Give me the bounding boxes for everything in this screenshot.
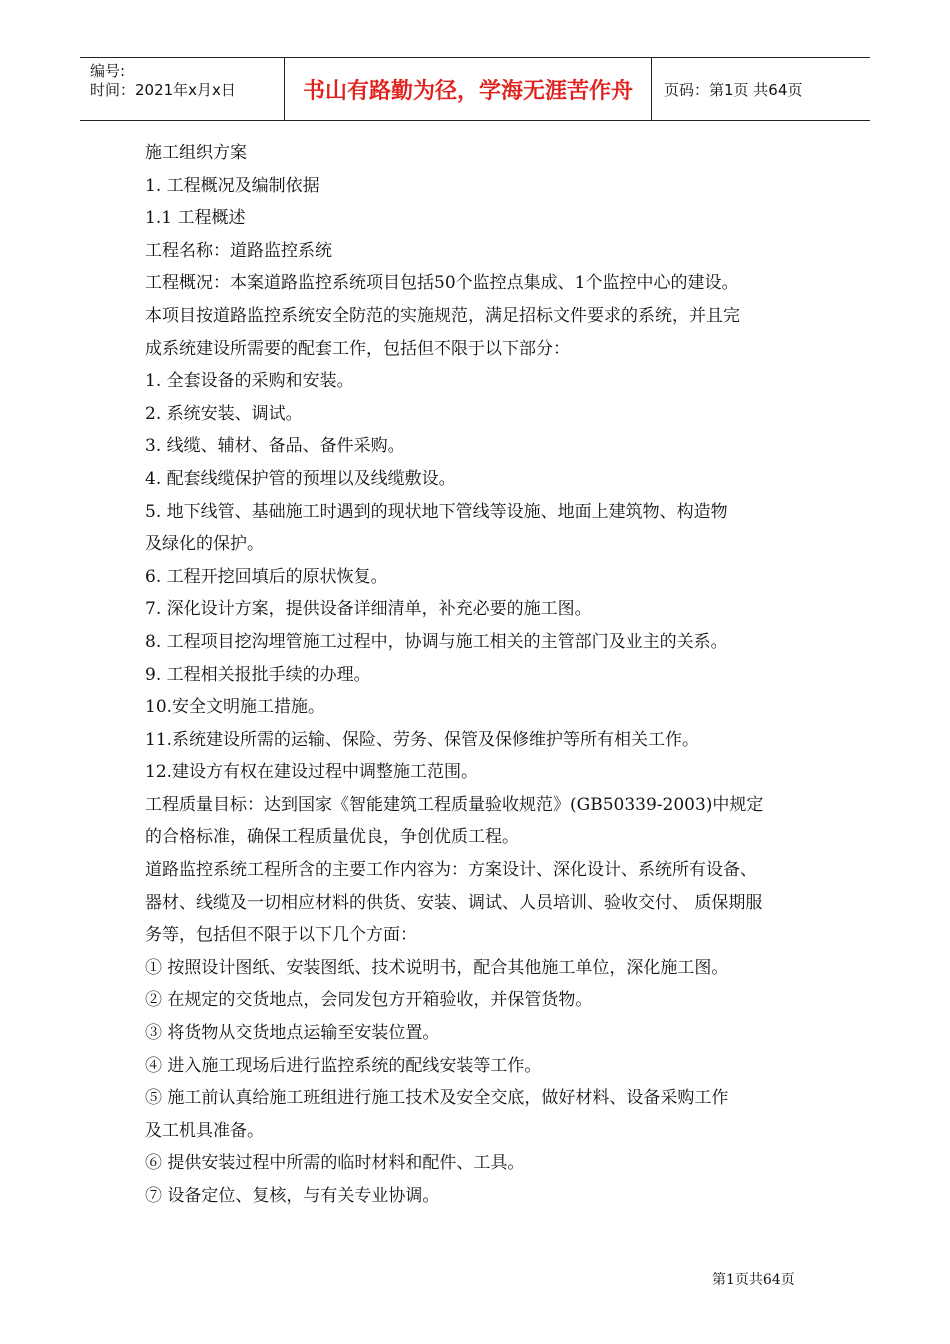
text-line: 及绿化的保护。 bbox=[145, 534, 264, 555]
document-body bbox=[145, 137, 810, 1213]
page-footer: 第1页共64页 bbox=[712, 1272, 795, 1288]
text-line: 2. 系统安装、调试。 bbox=[145, 403, 303, 424]
document-number-label: 编号: bbox=[90, 62, 126, 80]
text-line: 成系统建设所需要的配套工作，包括但不限于以下部分： bbox=[145, 338, 570, 359]
text-line: ① 按照设计图纸、安装图纸、技术说明书，配合其他施工单位，深化施工图。 bbox=[145, 957, 729, 978]
text-line: 3. 线缆、辅材、备品、备件采购。 bbox=[145, 436, 405, 457]
text-line: ⑤ 施工前认真给施工班组进行施工技术及安全交底，做好材料、设备采购工作 bbox=[145, 1088, 729, 1109]
text-line: 器材、线缆及一切相应材料的供货、安装、调试、人员培训、验收交付、 质保期服 bbox=[145, 892, 763, 913]
text-line: 1.1 工程概述 bbox=[145, 208, 246, 229]
header-motto: 书山有路勤为径，学海无涯苦作舟 bbox=[284, 58, 652, 120]
header-page-label: 页码：第1页 共64页 bbox=[664, 80, 803, 99]
text-line: 12.建设方有权在建设过程中调整施工范围。 bbox=[145, 762, 479, 783]
text-line: 本项目按道路监控系统安全防范的实施规范，满足招标文件要求的系统，并且完 bbox=[145, 305, 740, 326]
text-line: 1. 全套设备的采购和安装。 bbox=[145, 371, 354, 392]
page-header bbox=[80, 57, 870, 121]
text-line: 工程质量目标：达到国家《智能建筑工程质量验收规范》(GB50339-2003)中规定 bbox=[145, 794, 764, 815]
text-line: 工程名称：道路监控系统 bbox=[145, 240, 332, 261]
document-time-label: 时间：2021年x月x日 bbox=[90, 81, 236, 99]
text-line: 的合格标准，确保工程质量优良，争创优质工程。 bbox=[145, 827, 519, 848]
text-line: 11.系统建设所需的运输、保险、劳务、保管及保修维护等所有相关工作。 bbox=[145, 729, 700, 750]
text-line: ③ 将货物从交货地点运输至安装位置。 bbox=[145, 1023, 440, 1044]
text-line: ④ 进入施工现场后进行监控系统的配线安装等工作。 bbox=[145, 1055, 542, 1076]
text-line: 6. 工程开挖回填后的原状恢复。 bbox=[145, 566, 388, 587]
text-line: 施工组织方案 bbox=[145, 143, 247, 163]
text-line: ⑦ 设备定位、复核，与有关专业协调。 bbox=[145, 1186, 440, 1206]
text-line: 9. 工程相关报批手续的办理。 bbox=[145, 664, 371, 685]
text-line: 10.安全文明施工措施。 bbox=[145, 697, 326, 718]
text-line: ⑥ 提供安装过程中所需的临时材料和配件、工具。 bbox=[145, 1153, 525, 1174]
text-line: 道路监控系统工程所含的主要工作内容为：方案设计、深化设计、系统所有设备、 bbox=[145, 860, 757, 881]
text-line: ② 在规定的交货地点，会同发包方开箱验收，并保管货物。 bbox=[145, 990, 593, 1011]
text-line: 1. 工程概况及编制依据 bbox=[145, 175, 320, 196]
text-line: 8. 工程项目挖沟埋管施工过程中，协调与施工相关的主管部门及业主的关系。 bbox=[145, 631, 728, 652]
text-line: 7. 深化设计方案，提供设备详细清单，补充必要的施工图。 bbox=[145, 599, 592, 620]
header-meta bbox=[80, 58, 284, 120]
text-line: 务等，包括但不限于以下几个方面： bbox=[145, 925, 417, 946]
text-line: 5. 地下线管、基础施工时遇到的现状地下管线等设施、地面上建筑物、构造物 bbox=[145, 501, 728, 522]
text-line: 及工机具准备。 bbox=[145, 1120, 264, 1141]
text-line: 4. 配套线缆保护管的预埋以及线缆敷设。 bbox=[145, 468, 456, 489]
text-line: 工程概况：本案道路监控系统项目包括50个监控点集成、1个监控中心的建设。 bbox=[145, 273, 739, 294]
